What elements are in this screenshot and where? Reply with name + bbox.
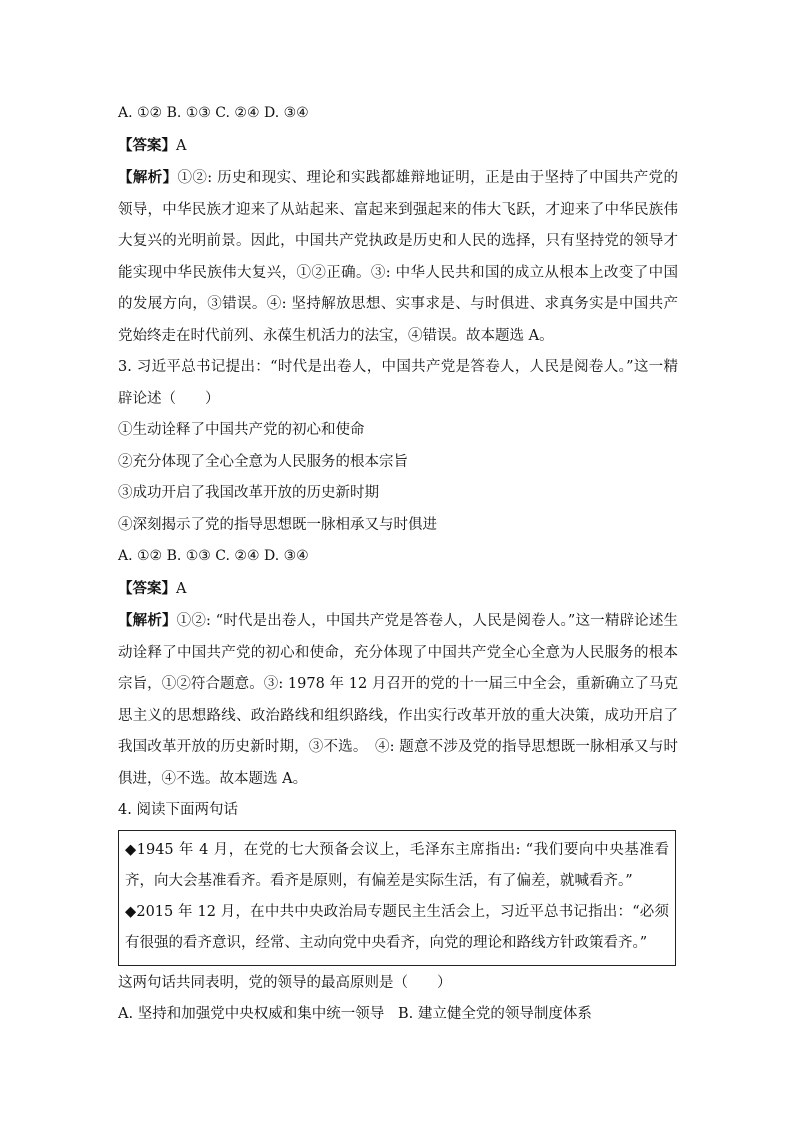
quote-1: ◆1945 年 4 月，在党的七大预备会议上，毛泽东主席指出: “我们要向中央基准看齐，向大会基准看齐。看齐是原则，有偏差是实际生活，有了偏差，就喊看齐。” <box>125 841 669 889</box>
q4-options-ab <box>118 999 678 1031</box>
q4-stem: 4. 阅读下面两句话 <box>118 802 238 818</box>
analysis-text: ①②: “时代是出卷人，中国共产党是答卷人，人民是阅卷人。”这一精辟论述生动诠释了中国共产党的初心和使命，充分体现了中国共产党全心全意为人民服务的根本宗旨，①②符合题意。③: 1978 年 12 月召开的党的十一届三中全会，重新确立了马克思主义的思想路线、政治路线和组织路线，作出实行改革开放的重大决策，成功开启了我国改革开放的历史新时期，③不选。 ④: 题意不涉及党的指导思想既一脉相承又与时俱进，④不选。故本题选 A。 <box>118 613 679 787</box>
q3-answer <box>118 573 678 606</box>
q3-item-4: ④深刻揭示了党的指导思想既一脉相承又与时俱进 <box>118 516 437 533</box>
q3-stem: 3. 习近平总书记提出：“时代是出卷人，中国共产党是答卷人，人民是阅卷人。”这一精辟论述（ ） <box>118 359 678 407</box>
q3-item-2: ②充分体现了全心全意为人民服务的根本宗旨 <box>118 453 408 470</box>
quote-box <box>118 830 676 966</box>
q3-analysis <box>118 605 678 795</box>
document-page <box>118 98 678 1031</box>
q3-item-1: ①生动诠释了中国共产党的初心和使命 <box>118 422 365 438</box>
quote-2: ◆2015 年 12 月，在中共中央政治局专题民主生活会上，习近平总书记指出：“必须有很强的看齐意识，经常、主动向党中央看齐，向党的理论和路线方针政策看齐。” <box>125 903 669 951</box>
answer-value: A <box>176 580 187 597</box>
analysis-label: 【解析】 <box>118 612 177 629</box>
answer-value: A <box>176 137 187 154</box>
q2-options: A. ①② B. ①③ C. ②④ D. ③④ <box>118 105 309 121</box>
analysis-text: ①②: 历史和现实、理论和实践都雄辩地证明，正是由于坚持了中国共产党的领导，中华民族才迎来了从站起来、富起来到强起来的伟大飞跃，才迎来了中华民族伟大复兴的光明前景。因此，中国共产党执政是历史和人民的选择，只有坚持党的领导才能实现中华民族伟大复兴，①②正确。③: 中华人民共和国的成立从根本上改变了中国的发展方向，③错误。④: 坚持解放思想、实事求是、与时俱进、求真务实是中国共产党始终走在时代前列、永葆生机活力的法宝，④错误。故本题选 A。 <box>118 170 678 344</box>
answer-label: 【答案】 <box>118 136 176 154</box>
q2-analysis <box>118 162 678 352</box>
q2-answer <box>118 130 678 163</box>
q3-options: A. ①② B. ①③ C. ②④ D. ③④ <box>118 548 309 564</box>
q4-question: 这两句话共同表明，党的领导的最高原则是（ ） <box>118 974 452 991</box>
analysis-label: 【解析】 <box>118 169 178 186</box>
answer-label: 【答案】 <box>118 579 176 597</box>
q3-item-3: ③成功开启了我国改革开放的历史新时期 <box>118 485 379 501</box>
option-b: B. 建立健全党的领导制度体系 <box>398 1006 592 1022</box>
option-a: A. 坚持和加强党中央权威和集中统一领导 <box>118 1006 385 1022</box>
